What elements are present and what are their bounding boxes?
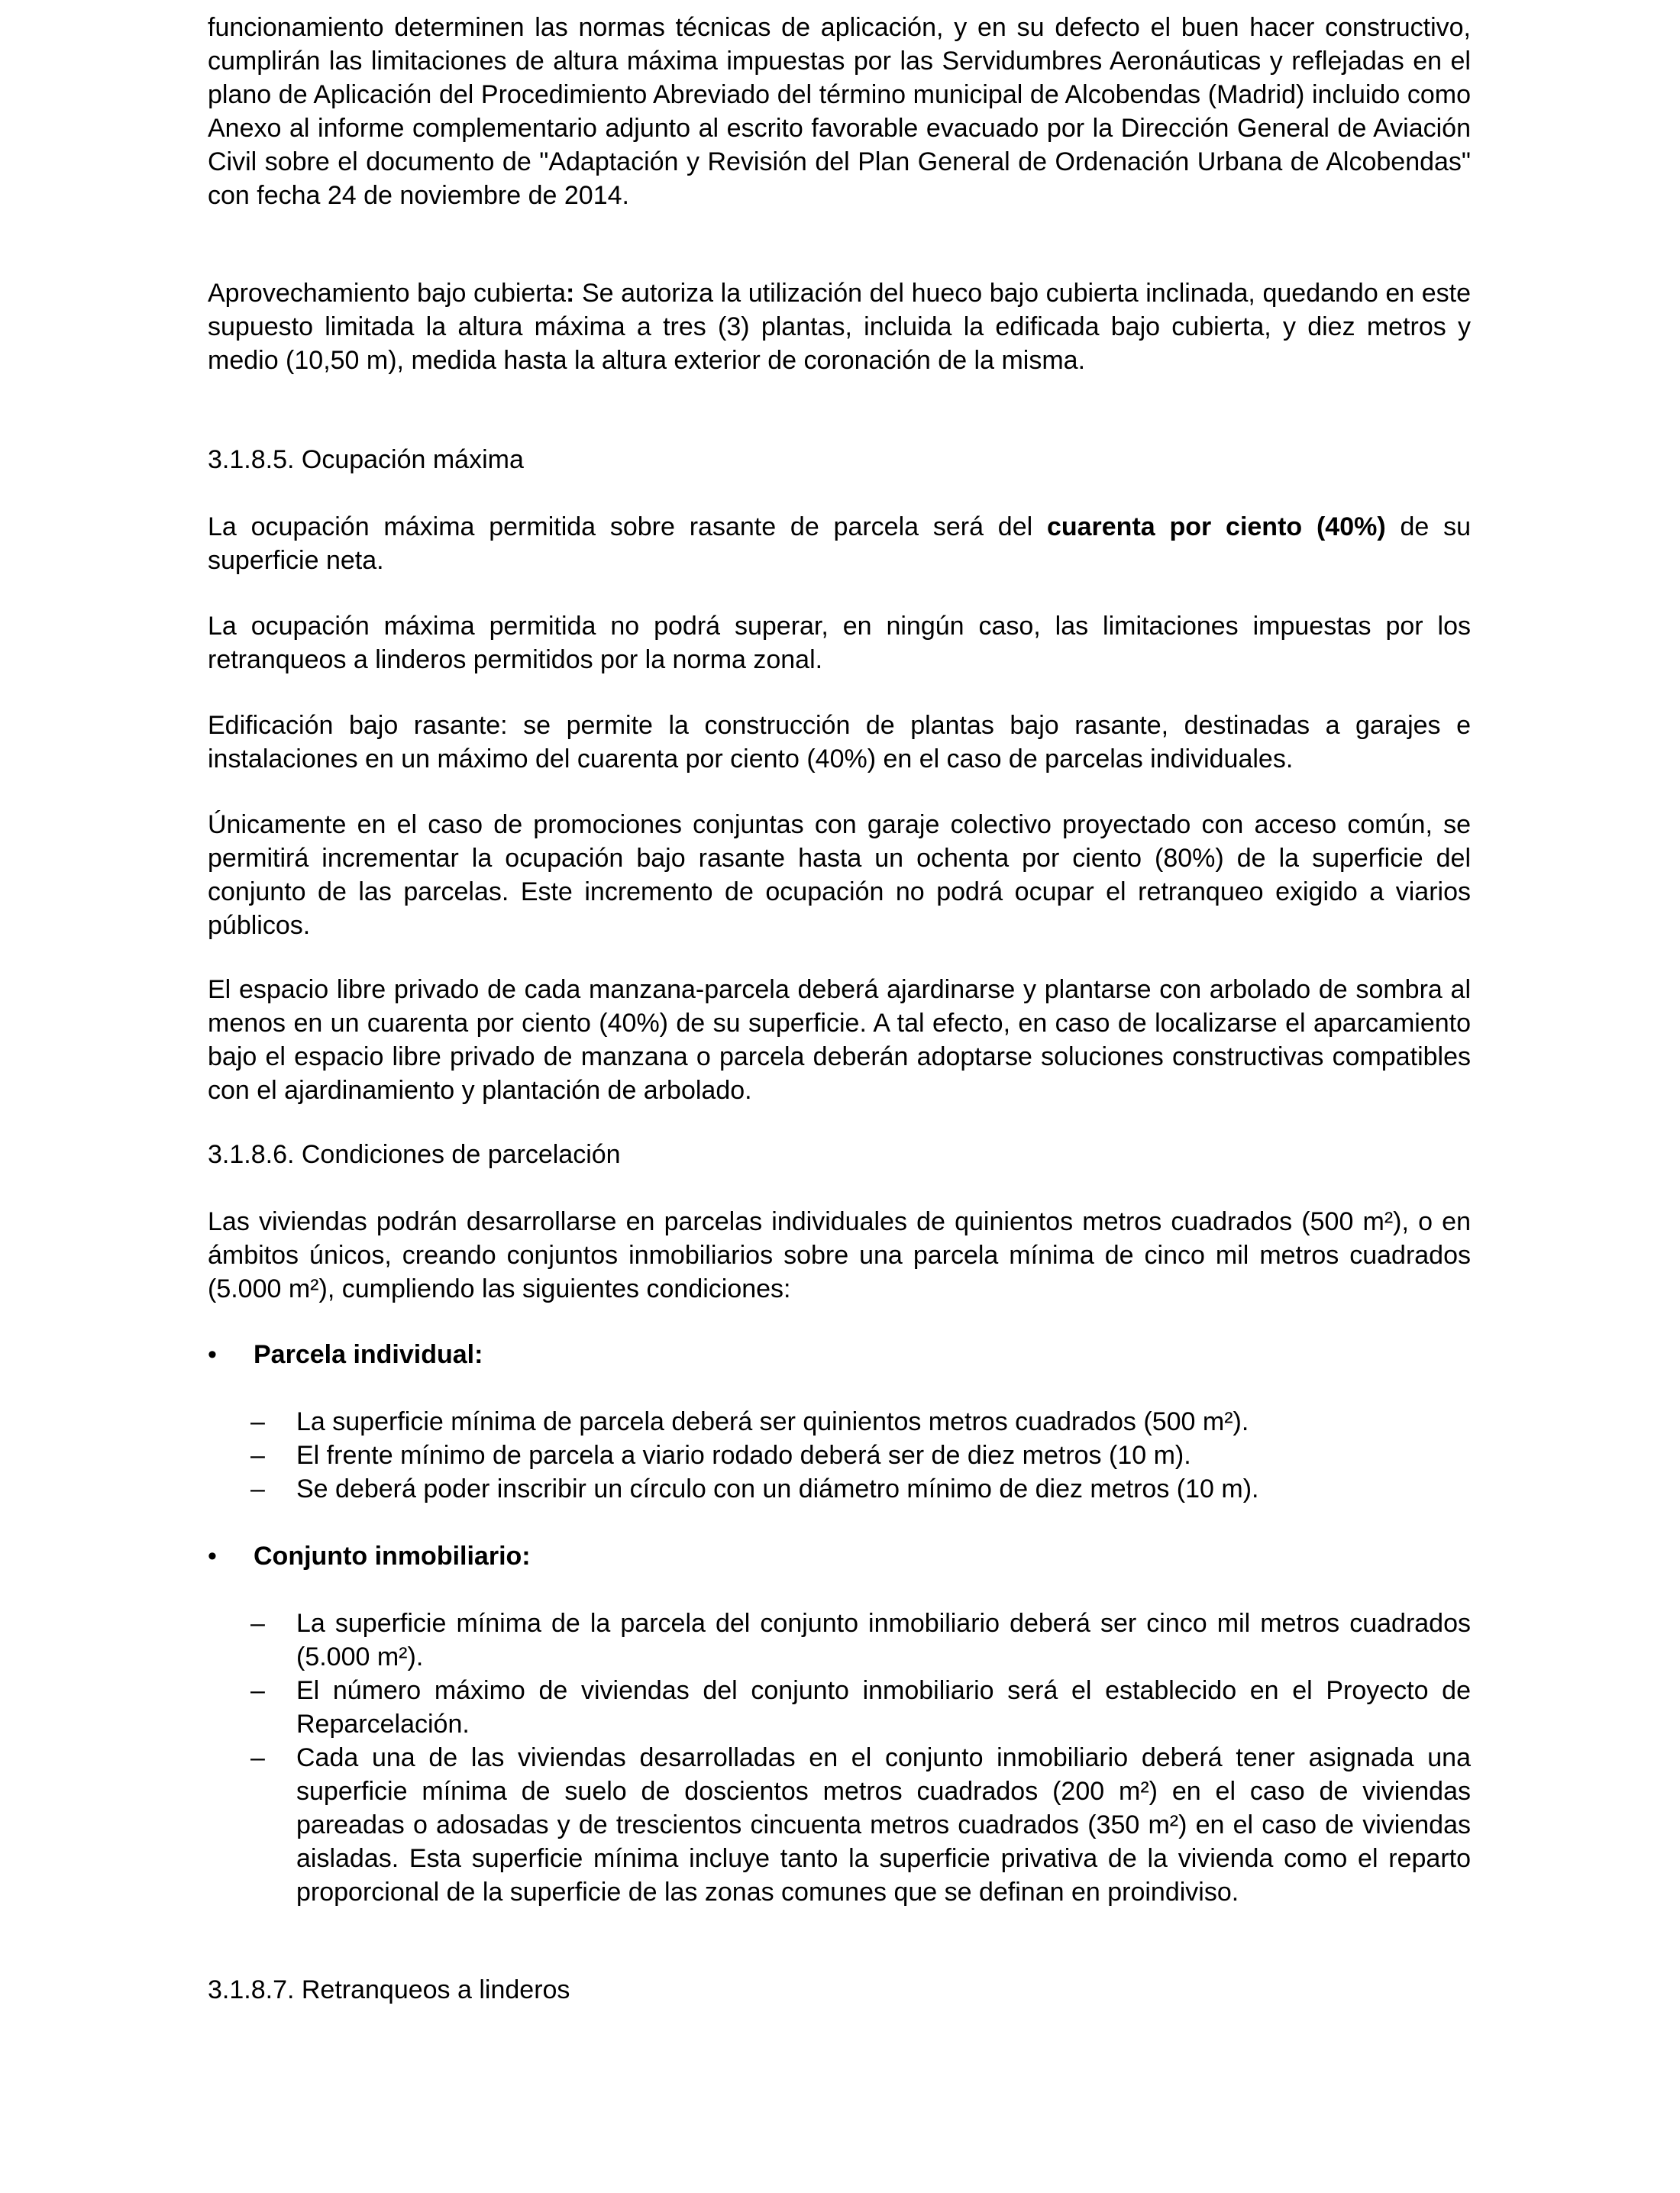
list-item-text: Se deberá poder inscribir un círculo con un diámetro mínimo de diez metros (10 m). — [296, 1474, 1259, 1503]
section-heading-retranqueos: 3.1.8.7. Retranqueos a linderos — [208, 1975, 570, 2004]
max-occupation-percentage: cuarenta por ciento (40%) — [1046, 512, 1386, 541]
list-item-text: El frente mínimo de parcela a viario rodado deberá ser de diez metros (10 m). — [296, 1441, 1191, 1470]
list-item — [250, 1439, 1471, 1472]
dash-marker: – — [250, 1474, 265, 1503]
max-occupation-text-a: La ocupación máxima permitida sobre rasante de parcela será del — [208, 512, 1047, 541]
dash-marker: – — [250, 1609, 265, 1638]
list-item — [250, 1472, 1471, 1506]
paragraph-joint-developments: Únicamente en el caso de promociones conjuntas con garaje colectivo proyectado con acceso común, se permitirá incrementar la ocupación bajo rasante hasta un ochenta por ciento (80%) de la superficie del conjunto de las parcelas. Este incremento de ocupación no podrá ocupar el retranqueo exigido a viarios públicos. — [208, 810, 1471, 940]
under-roof-colon: : — [566, 279, 575, 308]
list-item-text: La superficie mínima de parcela deberá ser quinientos metros cuadrados (500 m²). — [296, 1407, 1249, 1436]
paragraph-parcel-conditions: Las viviendas podrán desarrollarse en parcelas individuales de quinientos metros cuadrados (500 m²), o en ámbitos únicos, creando conjuntos inmobiliarios sobre una parcela mínima de cinco mil metros cuadrados (5.000 m²), cumpliendo las siguientes condiciones: — [208, 1207, 1471, 1303]
paragraph-under-roof — [208, 276, 1471, 377]
list-item — [250, 1405, 1471, 1439]
bullet-title: Conjunto inmobiliario: — [254, 1542, 531, 1571]
dash-marker: – — [250, 1441, 265, 1470]
bullet-marker: • — [208, 1340, 217, 1369]
paragraph-setback-limits: La ocupación máxima permitida no podrá superar, en ningún caso, las limitaciones impuestas por los retranqueos a linderos permitidos por la norma zonal. — [208, 612, 1471, 674]
dash-marker: – — [250, 1676, 265, 1705]
list-item-text: El número máximo de viviendas del conjunto inmobiliario será el establecido en el Proyecto de Reparcelación. — [296, 1676, 1471, 1739]
list-item — [250, 1674, 1471, 1741]
list-item — [250, 1607, 1471, 1674]
bullet-marker: • — [208, 1542, 217, 1571]
section-heading-parcelacion: 3.1.8.6. Condiciones de parcelación — [208, 1140, 621, 1169]
dash-marker: – — [250, 1743, 265, 1772]
paragraph-below-grade: Edificación bajo rasante: se permite la construcción de plantas bajo rasante, destinadas a garajes e instalaciones en un máximo del cuarenta por ciento (40%) en el caso de parcelas individuales. — [208, 711, 1471, 774]
bullet-title: Parcela individual: — [254, 1340, 483, 1369]
under-roof-lead: Aprovechamiento bajo cubierta — [208, 279, 567, 308]
list-item-text: Cada una de las viviendas desarrolladas en el conjunto inmobiliario deberá tener asignada una superficie mínima de suelo de doscientos metros cuadrados (200 m²) en el caso de viviendas pareadas o adosadas y de trescientos cincuenta metros cuadrados (350 m²) en el caso de viviendas aisladas. Esta superficie mínima incluye tanto la superficie privativa de la vivienda como el reparto proporcional de la superficie de las zonas comunes que se definan en proindiviso. — [296, 1743, 1471, 1907]
dash-marker: – — [250, 1407, 265, 1436]
section-heading-ocupacion-maxima: 3.1.8.5. Ocupación máxima — [208, 445, 524, 474]
list-item-text: La superficie mínima de la parcela del conjunto inmobiliario deberá ser cinco mil metros cuadrados (5.000 m²). — [296, 1609, 1471, 1671]
paragraph-max-occupation — [208, 510, 1471, 577]
under-roof-text: Se autoriza la utilización del hueco bajo cubierta inclinada, quedando en este supuesto limitada la altura máxima a tres (3) plantas, incluida la edificada bajo cubierta, y diez metros y medio (10,50 m), medida hasta la altura exterior de coronación de la misma. — [208, 279, 1472, 375]
max-occupation-text-c: de su superficie neta. — [208, 512, 1471, 575]
paragraph-private-open-space: El espacio libre privado de cada manzana-parcela deberá ajardinarse y plantarse con arbolado de sombra al menos en un cuarenta por ciento (40%) de su superficie. A tal efecto, en caso de localizarse el aparcamiento bajo el espacio libre privado de manzana o parcela deberán adoptarse soluciones constructivas compatibles con el ajardinamiento y plantación de arbolado. — [208, 975, 1471, 1105]
list-item — [250, 1741, 1471, 1909]
paragraph-height-limits: funcionamiento determinen las normas técnicas de aplicación, y en su defecto el buen hacer constructivo, cumplirán las limitaciones de altura máxima impuestas por las Servidumbres Aeronáuticas y reflejadas en el plano de Aplicación del Procedimiento Abreviado del término municipal de Alcobendas (Madrid) incluido como Anexo al informe complementario adjunto al escrito favorable evacuado por la Dirección General de Aviación Civil sobre el documento de "Adaptación y Revisión del Plan General de Ordenación Urbana de Alcobendas" con fecha 24 de noviembre de 2014. — [208, 13, 1471, 210]
